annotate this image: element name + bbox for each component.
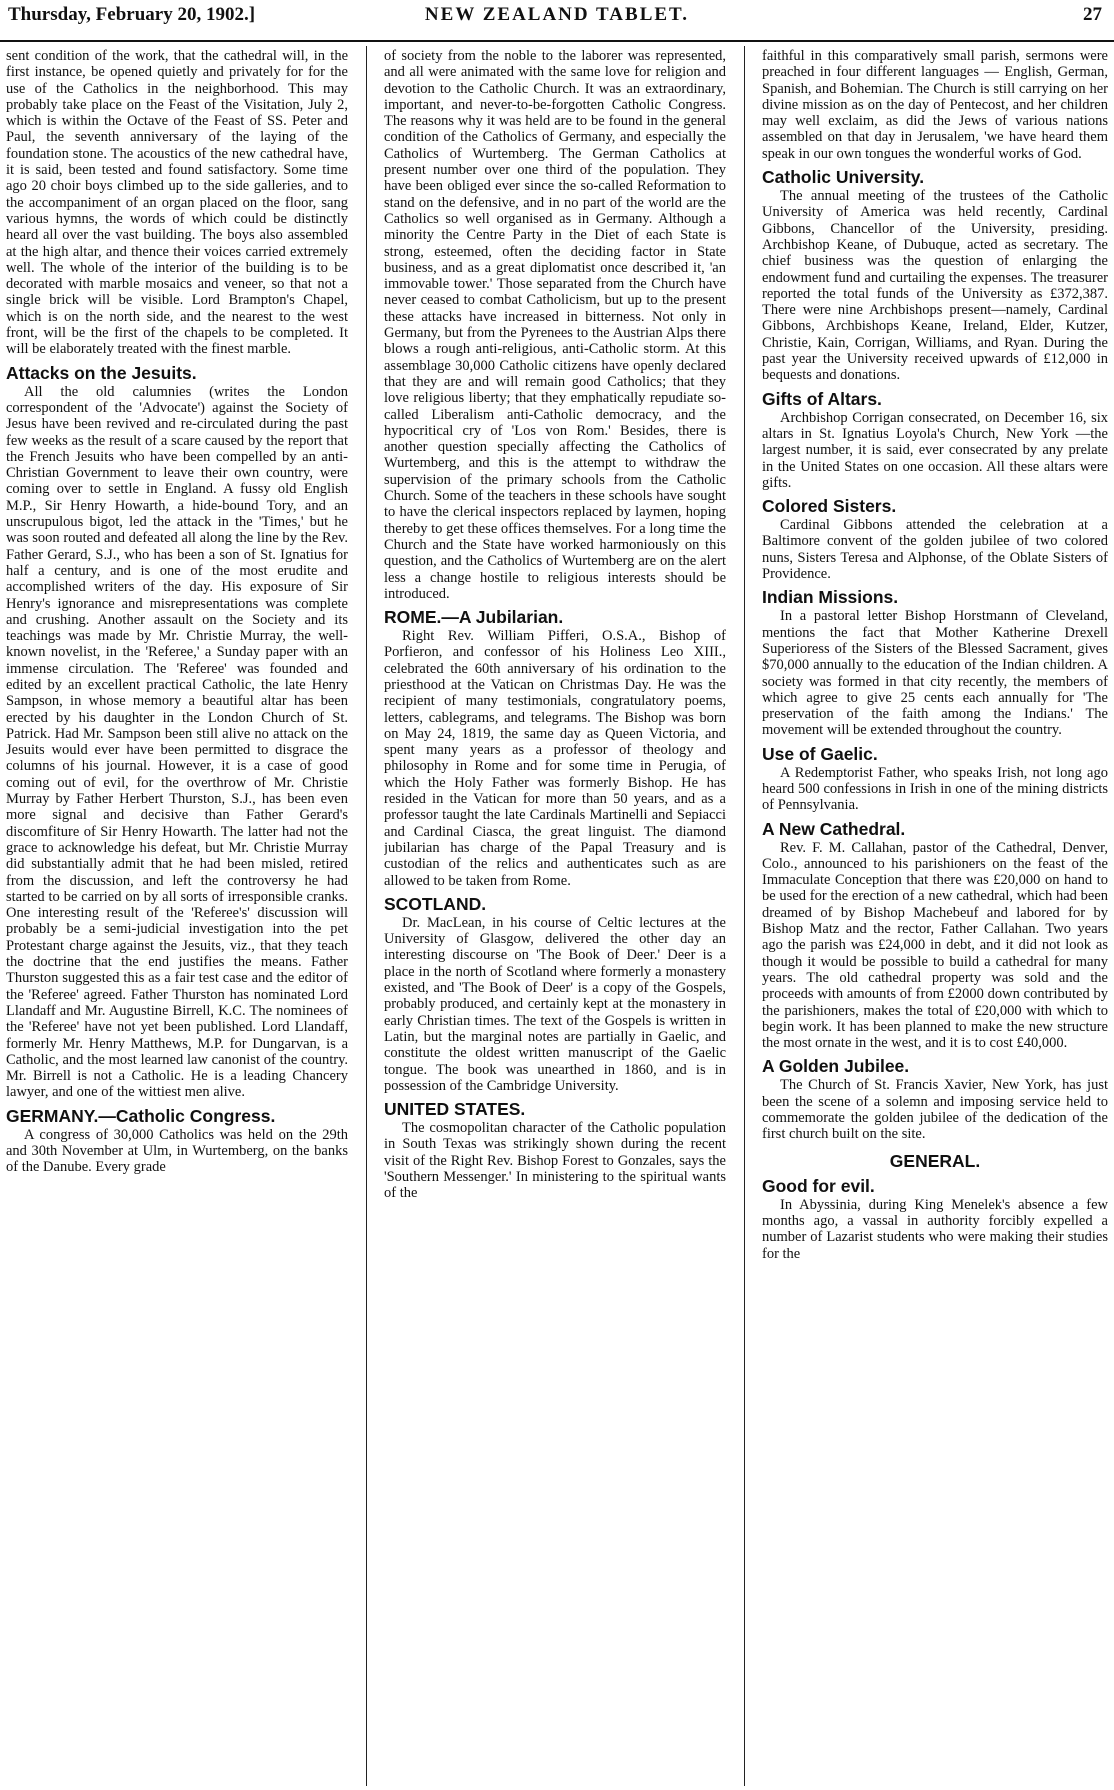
column-rule xyxy=(366,46,367,1786)
indian-missions-heading: Indian Missions. xyxy=(762,587,899,608)
new-cathedral-paragraph: Rev. F. M. Callahan, pastor of the Cathedral, Denver, Colo., announced to his parishioners on the feast of the Immaculate Conception that there was £20,000 on hand to be used for the erection of a new cathedral, which had been dreamed of by Bishop Machebeuf and labored for by Bishop Matz and the rector, Father Callahan. Two years ago the parish was £24,000 in debt, and it did not look as though it would be possible to build a cathedral for many years. The old cathedral property was sold and the proceeds with amounts of from £2000 down contributed by the parishioners, makes the total of £20,000 with which to begin work. It has been planned to make the new structure the most ornate in the west, and it is to cost £40,000. xyxy=(762,839,1108,1052)
golden-jubilee-heading: A Golden Jubilee. xyxy=(762,1056,910,1077)
cathedral-paragraph: sent condition of the work, that the cathedral will, in the first instance, be opened quietly and privately for for the use of the Catholics in the neighborhood. This may probably take place on the Feast of the Visitation, July 2, which is within the Octave of the Feast of SS. Peter and Paul, the seventh anniversary of the laying of the foundation stone. The acoustics of the new cathedral have, it is said, been tested and found satisfactory. Some time ago 20 choir boys climbed up to the side galleries, and to the accompaniment of an organ placed on the floor, sang various hymns, the words of which could be distinctly heard all over the vast building. The boys also assembled at the high altar, and thence their voices carried extremely well. The whole of the interior of the building is to be decorated with marble mosaics and veneer, so that not a single brick will be visible. Lord Brampton's Chapel, which is on the north side, and the nearest to the west front, will be the first of the chapels to be completed. It will be elaborately treated with the finest marble. xyxy=(6,48,348,358)
gifts-of-altars-paragraph: Archbishop Corrigan consecrated, on December 16, six altars in St. Ignatius Loyola's Church, New York —the largest number, it is said, ever consecrated by any prelate in the United States on one occasion. All these altars were gifts. xyxy=(762,409,1108,491)
good-for-evil-paragraph: In Abyssinia, during King Menelek's absence a few months ago, a vassal in authority forcibly expelled a number of Lazarist students who were making their studies for the xyxy=(762,1196,1108,1262)
new-cathedral-heading: A New Cathedral. xyxy=(762,818,906,839)
use-of-gaelic-paragraph: A Redemptorist Father, who speaks Irish, not long ago heard 500 confessions in Irish in one of the mining districts of Pennsylvania. xyxy=(762,764,1108,814)
rome-heading: ROME.—A Jubilarian. xyxy=(384,607,564,628)
rome-paragraph: Right Rev. William Pifferi, O.S.A., Bishop of Porfieron, and confessor of his Holiness Leo XIII., celebrated the 60th anniversary of his ordination to the priesthood at the Vatican on Christmas Day. He was the recipient of many testimonials, congratulatory poems, letters, cablegrams, and telegrams. The Bishop was born on May 24, 1819, the same day as Queen Victoria, and spent many years as a professor of theology and philosophy in Rome and for some time in Perugia, of which the Holy Father was formerly Bishop. He has resided in the Vatican for more than 50 years, and as a professor taught the late Cardinals Martinelli and Sepiacci and Cardinal Ciasca, the great linguist. The diamond jubilarian has charge of the Papal Treasury and is custodian of the relics and authenticates such as are allowed to be taken from Rome. xyxy=(384,628,726,889)
catholic-university-heading: Catholic University. xyxy=(762,167,925,188)
gifts-of-altars-heading: Gifts of Altars. xyxy=(762,388,882,409)
colored-sisters-heading: Colored Sisters. xyxy=(762,496,897,517)
colored-sisters-paragraph: Cardinal Gibbons attended the celebration at a Baltimore convent of the golden jubilee of two colored nuns, Sisters Teresa and Alphonse, of the Oblate Sisters of Providence. xyxy=(762,517,1108,583)
germany-paragraph-continued: of society from the noble to the laborer was represented, and all were animated with the same love for religion and devotion to the Catholic Church. It was an extraordinary, important, and never-to-be-forgotten Catholic Congress. The reasons why it was held are to be found in the general condition of the Catholics of Germany, and especially the Catholics of Wurtemberg. The German Catholics at present number over one third of the population. They have been obliged ever since the so-called Reformation to stand on the defensive, and in no part of the world are the Catholics so well organised as in Germany. Although a minority the Centre Party in the Diet of each State is strong, esteemed, often the deciding factor in State business, and as a great diplomatist once described it, 'an immovable tower.' Those separated from the Church have never ceased to combat Catholicism, but up to the present these attacks have increased in bitterness. Not only in Germany, but from the Pyrenees to the Austrian Alps there blows a rough anti-religious, anti-Catholic storm. At this assemblage 30,000 Catholic citizens have openly declared that they are and will remain good Catholics; that they love religious liberty; that they emphatically repudiate so-called Liberalism anti-Catholic democracy, and the hypocritical cry of 'Los von Rom.' Besides, there is another question specially affecting the Catholics of Wurtemberg, and this is the attempt to withdraw the supervision of the primary schools from the Catholic Church. Some of the teachers in these schools have sought to have the clerical inspectors replaced by laymen, hoping thereby to get these offices themselves. For a long time the Church and the State have worked harmoniously on this question, and the Catholics of Wurtemberg are on the alert less a change hostile to religious interests should be introduced. xyxy=(384,48,726,602)
jesuits-paragraph: All the old calumnies (writes the London correspondent of the 'Advocate') against the Society of Jesus have been revived and re-circulated during the past few weeks as the result of a scare caused by the report that the French Jesuits who have been compelled by an anti-Christian Government to leave their own country, were coming over to settle in England. A fussy old English M.P., Sir Henry Howarth, a hide-bound Tory, and an unscrupulous bigot, led the attack in the 'Times,' but he was soon routed and defeated all along the line by the Rev. Father Gerard, S.J., who has been a son of St. Ignatius for half a century, and is one of the most erudite and accomplished writers of the day. His exposure of Sir Henry's ignorance and misrepresentations was complete and crushing. Another assault on the Society and its teachings was made by Mr. Christie Murray, the well-known novelist, in the 'Referee,' a Sunday paper with an immense circulation. The 'Referee' was founded and edited by an excellent practical Catholic, the late Henry Sampson, in whose memory a beautiful altar has been erected by his daughter in the London Church of St. Patrick. Had Mr. Sampson been still alive no attack on the Jesuits would ever have been permitted to disgrace the columns of his journal. However, it is a case of good coming out of evil, for the overthrow of Mr. Christie Murray by Father Herbert Thurston, S.J., has been even more signal and decisive than Father Gerard's discomfiture of Sir Henry Howarth. The latter had not the grace to acknowledge his defeat, but Mr. Christie Murray did substantially admit that he had been misled, retired from the discussion, and left the controversy he had started to be carried on by all sorts of irresponsible cranks. One interesting result of the 'Referee's' discussion will probably be a semi-judicial investigation into the pet Protestant charge against the Jesuits, viz., that they teach the doctrine that the end justifies the means. Father Thurston suggested this as a fair test case and the editor of the 'Referee' agreed. Father Thurston has nominated Lord Llandaff and Mr. Augustine Birrell, K.C. The nominees of the 'Referee' have not yet been published. Lord Llandaff, formerly Mr. Henry Matthews, M.P. for Dungarvan, is a Catholic, and the most learned law canonist of the country. Mr. Birrell is not a Catholic. He is a leading Chancery lawyer, and one of the wittiest men alive. xyxy=(6,383,348,1101)
scotland-heading: SCOTLAND. xyxy=(384,893,487,914)
publication-title: NEW ZEALAND TABLET. xyxy=(424,4,690,25)
column-2 xyxy=(384,48,726,1784)
column-rule xyxy=(744,46,745,1786)
good-for-evil-heading: Good for evil. xyxy=(762,1175,875,1196)
golden-jubilee-paragraph: The Church of St. Francis Xavier, New York, has just been the scene of a solemn and imposing service held to commemorate the golden jubilee of the dedication of the first church built on the site. xyxy=(762,1077,1108,1143)
germany-paragraph: A congress of 30,000 Catholics was held on the 29th and 30th November at Ulm, in Wurtemberg, on the banks of the Danube. Every grade xyxy=(6,1126,348,1176)
page-number: 27 xyxy=(1083,4,1102,25)
united-states-paragraph: The cosmopolitan character of the Catholic population in South Texas was strikingly shown during the recent visit of the Right Rev. Bishop Forest to Gonzales, says the 'Southern Messenger.' In ministering to the spiritual wants of the xyxy=(384,1120,726,1202)
masthead xyxy=(0,0,1114,42)
general-heading: GENERAL. xyxy=(889,1150,981,1171)
use-of-gaelic-heading: Use of Gaelic. xyxy=(762,743,878,764)
indian-missions-paragraph: In a pastoral letter Bishop Horstmann of Cleveland, mentions the fact that Mother Katherine Drexell Superioress of the Sisters of the Blessed Sacrament, gives $70,000 annually to the education of the Indian children. A society was formed in that city recently, the members of which agree to give 25 cents each annually for 'The preservation of the faith among the Indians.' The movement will be extended throughout the country. xyxy=(762,608,1108,739)
jesuits-heading: Attacks on the Jesuits. xyxy=(6,362,197,383)
united-states-paragraph-continued: faithful in this comparatively small parish, sermons were preached in four different languages — English, German, Spanish, and Bohemian. The Church is still carrying on her divine mission as on the day of Pentecost, and her children may well exclaim, as did the Jews of various nations assembled on that day in Jerusalem, 'we have heard them speak in our own tongues the wonderful works of God. xyxy=(762,48,1108,162)
column-1 xyxy=(6,48,348,1784)
scotland-paragraph: Dr. MacLean, in his course of Celtic lectures at the University of Glasgow, delivered the other day an interesting discourse on 'The Book of Deer.' Deer is a place in the north of Scotland where formerly a monastery existed, and 'The Book of Deer' is a copy of the Gospels, probably produced, and certainly kept at the monastery in early Christian times. The text of the Gospels is written in Latin, but the marginal notes are partially in Gaelic, and constitute the oldest written manuscript of the Gaelic tongue. The book was unearthed in 1860, and is in possession of the Cambridge University. xyxy=(384,914,726,1094)
germany-heading: GERMANY.—Catholic Congress. xyxy=(6,1105,276,1126)
united-states-heading: UNITED STATES. xyxy=(384,1099,526,1120)
issue-date: Thursday, February 20, 1902.] xyxy=(8,4,256,25)
catholic-university-paragraph: The annual meeting of the trustees of the Catholic University of America was held recently, Cardinal Gibbons, Chancellor of the University, presiding. Archbishop Keane, of Dubuque, acted as secretary. The chief business was the question of enlarging the endowment fund and curtailing the expenses. The treasurer reported the total funds of the University as £372,387. There were nine Archbishops present—namely, Cardinal Gibbons, Archbishops Keane, Ireland, Elder, Kutzer, Christie, Kain, Corrigan, Williams, and Ryan. During the past year the University received upwards of £12,000 in bequests and donations. xyxy=(762,188,1108,384)
column-3 xyxy=(762,48,1108,1784)
